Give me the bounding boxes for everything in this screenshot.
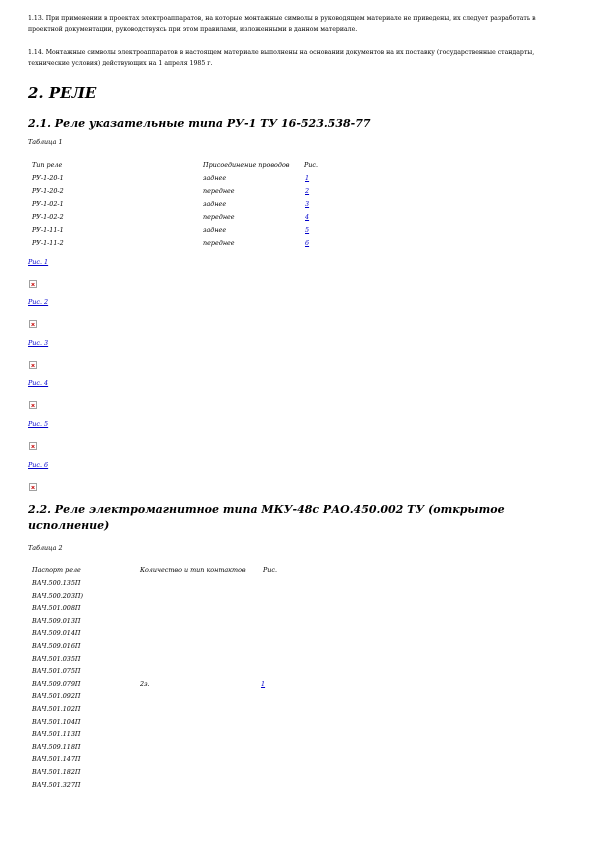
- relay-passport-cell: ВАЧ.501.327П: [32, 780, 81, 789]
- relay-type-cell: РУ-1-20-1: [32, 174, 64, 182]
- relay-type-cell: РУ-1-11-1: [32, 226, 64, 234]
- figure-1-link[interactable]: Рис. 1: [28, 258, 49, 266]
- header-relay-passport: Паспорт реле: [32, 566, 81, 574]
- broken-image-icon: [29, 320, 37, 328]
- header-wire-connection: Присоединение проводов: [203, 161, 290, 169]
- relay-passport-cell: ВАЧ.500.135П: [32, 579, 81, 587]
- connection-cell: переднее: [203, 187, 235, 195]
- relay-passport-cell: ВАЧ.501.092П: [32, 692, 81, 701]
- connection-cell: заднее: [203, 226, 227, 234]
- relay-passport-cell: ВАЧ.501.102П: [32, 705, 81, 713]
- figure-link[interactable]: 3: [305, 200, 310, 208]
- subsection-2-1-title: 2.1. Реле указательные типа РУ-1 ТУ 16-523.538-77: [28, 117, 371, 130]
- broken-image-icon: [29, 442, 37, 450]
- subsection-2-2-title: 2.2. Реле электромагнитное типа МКУ-48с РАО.450.002 ТУ (открытое исполнение): [28, 503, 505, 532]
- broken-image-icon: [29, 483, 37, 491]
- relay-type-cell: РУ-1-11-2: [32, 239, 64, 247]
- header-figure: Рис.: [304, 161, 319, 169]
- paragraph-1-13: 1.13. При применении в проектах электроаппаратов, на которые монтажные символы в руководящем материале не приведены, их следует разработать в проектной документации, руководствуясь при этом правилами, изложенными в данном материале.: [28, 15, 536, 33]
- connection-cell: переднее: [203, 239, 235, 247]
- relay-passport-cell: ВАЧ.509.013П: [32, 616, 81, 625]
- section-title: 2. РЕЛЕ: [28, 84, 97, 102]
- broken-image-icon: [29, 280, 37, 288]
- broken-image-icon: [29, 401, 37, 409]
- header-figure: Рис.: [263, 566, 278, 574]
- relay-passport-cell: ВАЧ.500.203П): [32, 591, 84, 600]
- relay-passport-cell: ВАЧ.501.147П: [32, 755, 81, 764]
- figure-link[interactable]: 1: [305, 174, 310, 182]
- figure-4-link[interactable]: Рис. 4: [28, 379, 49, 387]
- relay-passport-cell: ВАЧ.501.075П: [32, 667, 81, 676]
- header-relay-type: Тип реле: [32, 161, 63, 169]
- relay-type-cell: РУ-1-20-2: [32, 187, 64, 195]
- relay-passport-cell: ВАЧ.501.035П: [32, 654, 81, 663]
- relay-passport-cell: ВАЧ.509.014П: [32, 629, 81, 638]
- figure-link[interactable]: 6: [305, 239, 310, 247]
- paragraph-1-14: 1.14. Монтажные символы электроаппаратов в настоящем материале выполнены на основании документов на их поставку (государственные стандарты, технические условия) действующих на 1 апреля 1985 г.: [28, 49, 535, 67]
- figure-6-link[interactable]: Рис. 6: [28, 461, 49, 469]
- relay-passport-cell: ВАЧ.509.079П: [32, 679, 81, 688]
- header-contacts: Количество и тип контактов: [140, 566, 246, 574]
- figure-3-link[interactable]: Рис. 3: [28, 339, 49, 347]
- relay-passport-cell: ВАЧ.509.118П: [32, 742, 81, 751]
- connection-cell: переднее: [203, 213, 235, 221]
- figure-link[interactable]: 1: [261, 680, 266, 688]
- contacts-cell: 2з.: [140, 680, 150, 688]
- figure-5-link[interactable]: Рис. 5: [28, 420, 49, 428]
- figure-link[interactable]: 2: [305, 187, 310, 195]
- relay-passport-cell: ВАЧ.501.008П: [32, 604, 81, 613]
- figure-link[interactable]: 5: [305, 226, 310, 234]
- connection-cell: заднее: [203, 174, 227, 182]
- broken-image-icon: [29, 361, 37, 369]
- relay-passport-cell: ВАЧ.501.182П: [32, 768, 81, 776]
- relay-type-cell: РУ-1-02-1: [32, 200, 64, 208]
- relay-passport-cell: ВАЧ.501.104П: [32, 717, 81, 726]
- connection-cell: заднее: [203, 200, 227, 208]
- figure-link[interactable]: 4: [305, 213, 310, 221]
- figure-2-link[interactable]: Рис. 2: [28, 298, 49, 306]
- relay-type-cell: РУ-1-02-2: [32, 213, 64, 221]
- relay-passport-cell: ВАЧ.501.113П: [32, 730, 81, 739]
- relay-passport-cell: ВАЧ.509.016П: [32, 642, 81, 650]
- table-1-caption: Таблица 1: [28, 138, 63, 146]
- table-2-caption: Таблица 2: [28, 544, 63, 552]
